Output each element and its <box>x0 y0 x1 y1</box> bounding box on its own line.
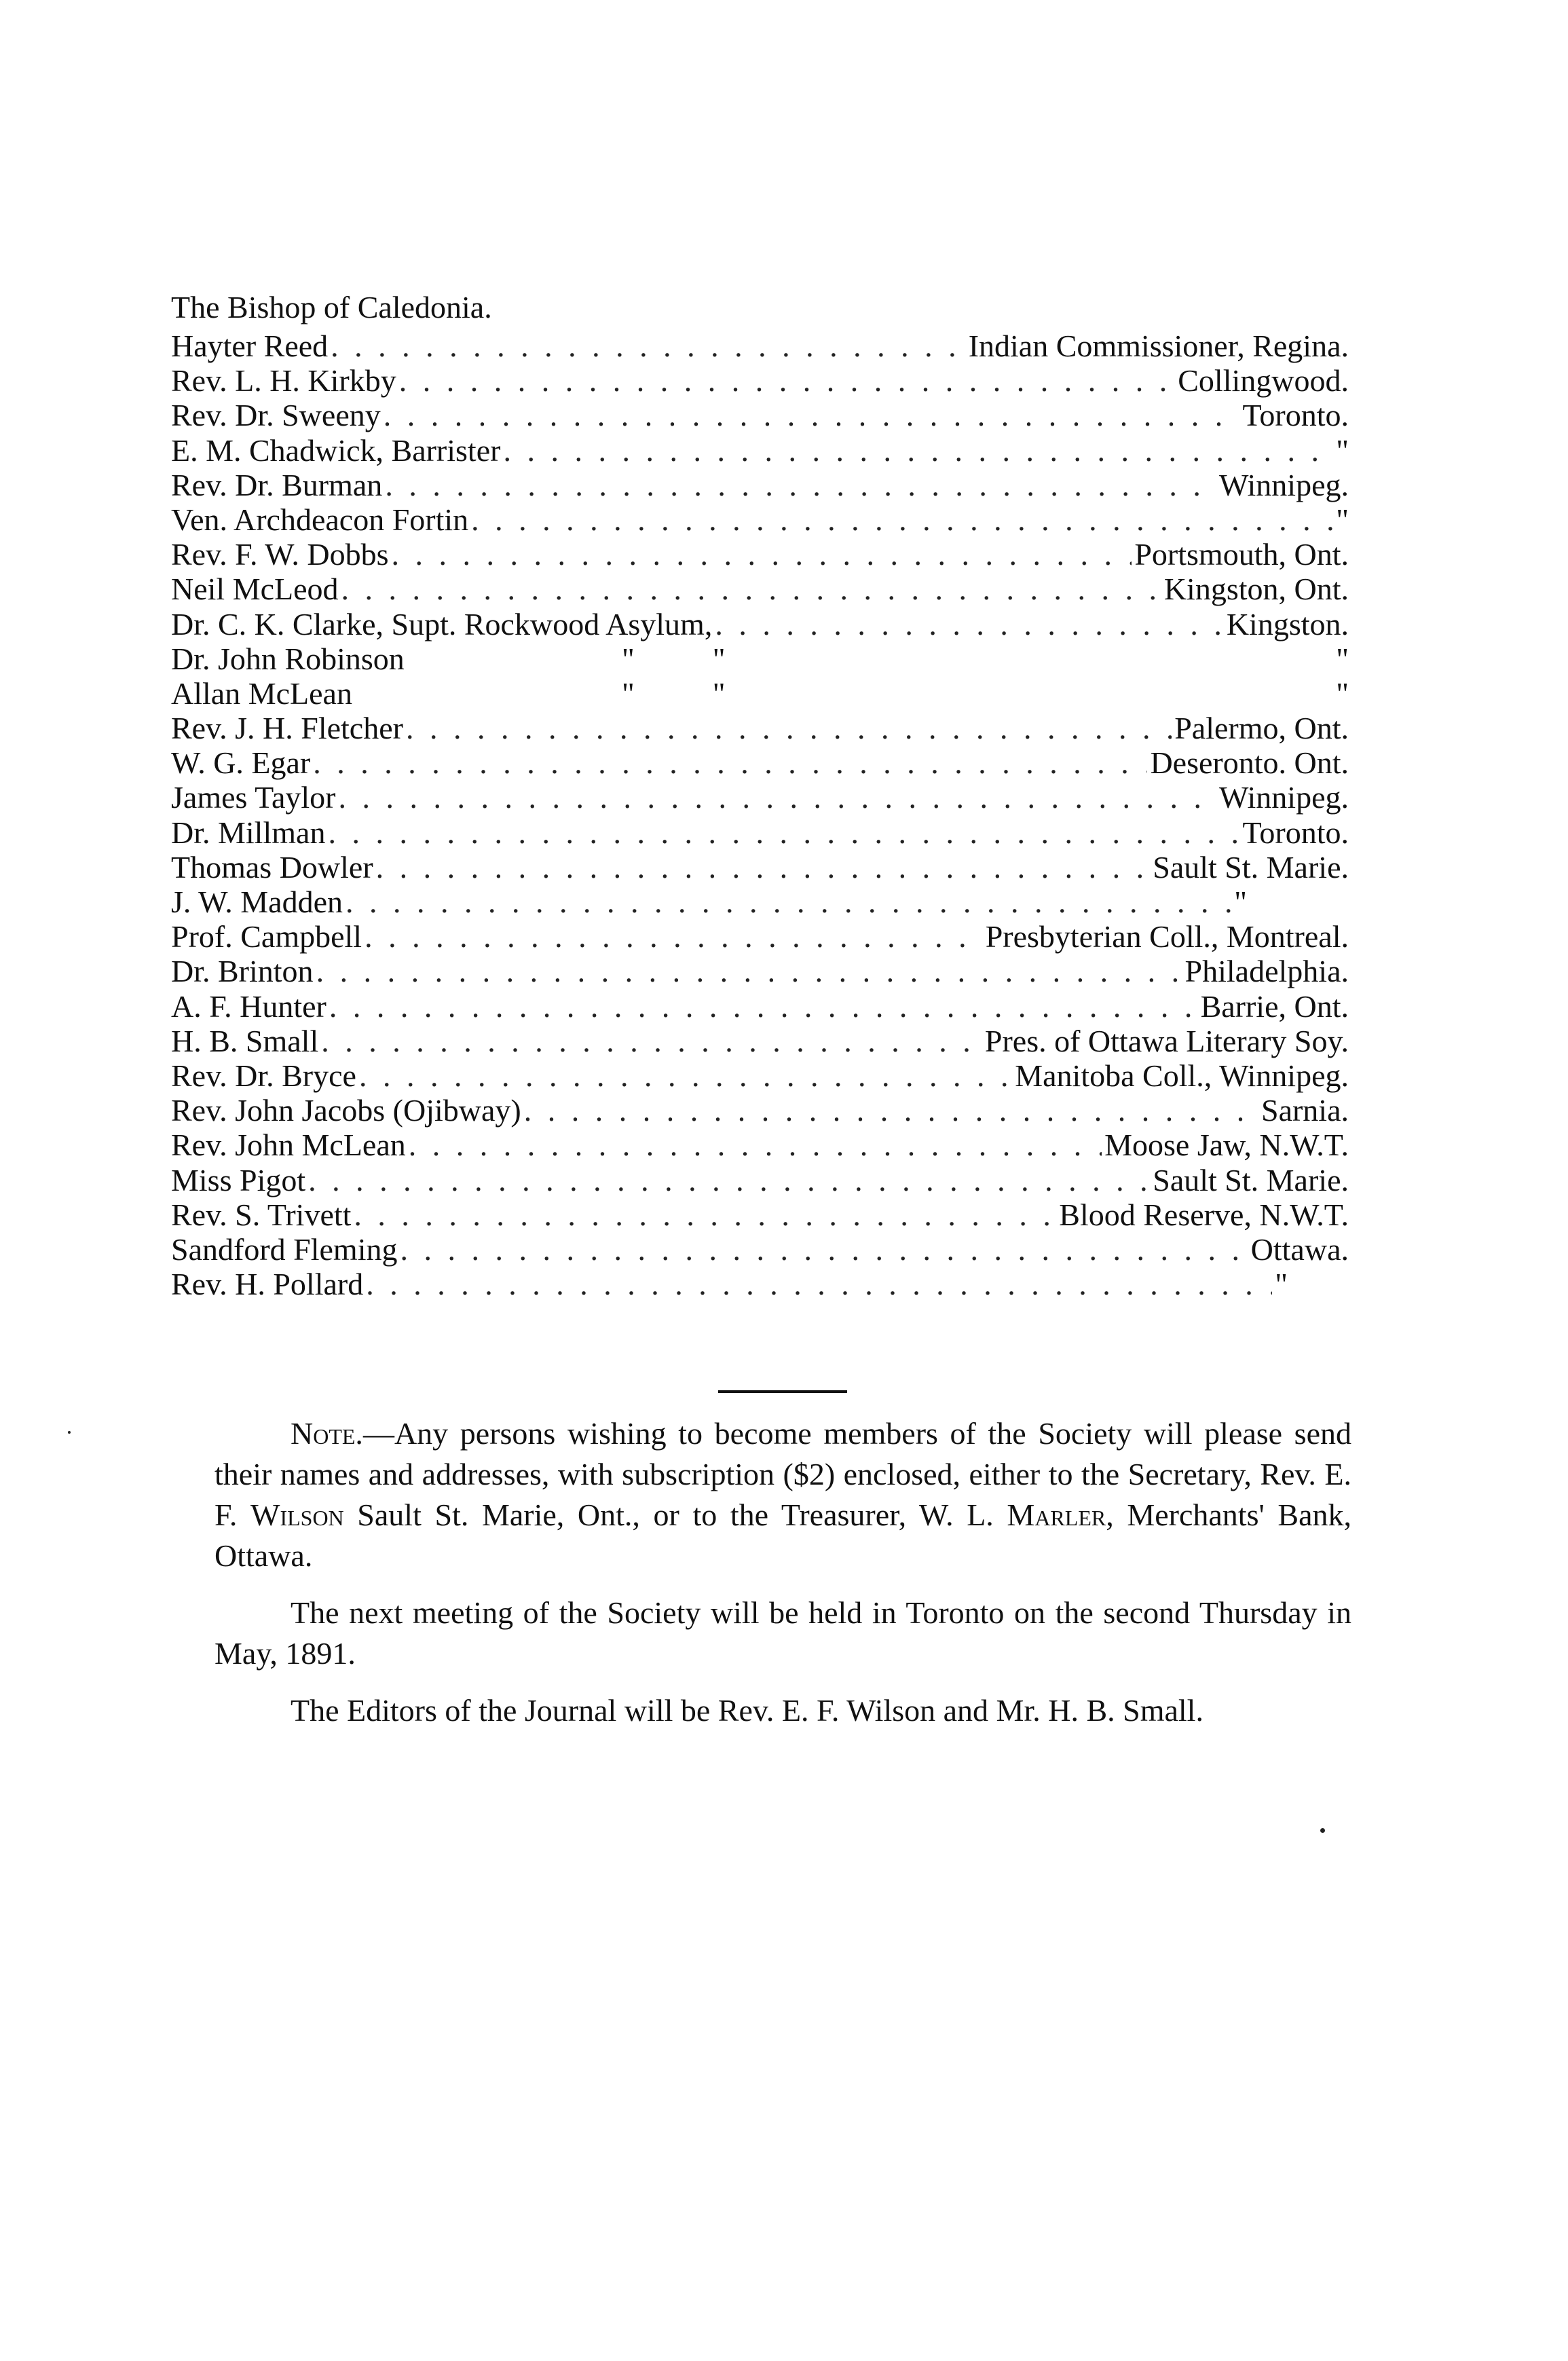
member-name: Allan McLean <box>171 675 352 711</box>
member-place: Indian Commissioner, Regina. <box>968 329 1349 363</box>
dot-leader <box>384 398 1240 432</box>
member-name: Neil McLeod <box>171 572 339 607</box>
member-name: Thomas Dowler <box>171 849 373 885</box>
dot-leader <box>399 363 1176 398</box>
member-name: Rev. F. W. Dobbs <box>171 537 389 572</box>
member-place: " <box>1336 641 1349 676</box>
member-name: Rev. L. H. Kirkby <box>171 363 396 398</box>
member-place: Kingston. <box>1226 606 1349 642</box>
member-name: Rev. John Jacobs (Ojibway) <box>171 1093 521 1128</box>
membership-note <box>214 1413 1351 1576</box>
list-item <box>171 398 1349 432</box>
list-item <box>171 329 1349 363</box>
member-name: Rev. John McLean <box>171 1128 406 1163</box>
member-name: E. M. Chadwick, Barrister <box>171 432 501 468</box>
member-name: Dr. Millman <box>171 815 326 850</box>
member-place: Palermo, Ont. <box>1174 711 1349 746</box>
member-list <box>171 329 1349 1301</box>
dot-leader <box>392 537 1132 572</box>
dot-leader <box>366 1267 1272 1301</box>
list-item <box>171 745 1349 780</box>
list-item <box>171 433 1349 468</box>
secretary-name: Wilson <box>250 1498 344 1532</box>
dot-leader <box>359 1058 1012 1093</box>
list-item <box>171 919 1349 954</box>
dot-leader <box>471 502 1333 537</box>
list-item <box>171 676 1349 711</box>
member-name: A. F. Hunter <box>171 988 326 1024</box>
member-place: Moose Jaw, N.W.T. <box>1104 1128 1349 1163</box>
dot-leader <box>385 468 1216 502</box>
member-place: " <box>1336 502 1349 537</box>
list-item <box>171 1197 1349 1232</box>
dot-leader <box>339 780 1216 815</box>
dot-leader <box>376 850 1151 885</box>
dot-leader <box>365 919 983 954</box>
dot-leader <box>328 815 1239 850</box>
member-name: James Taylor <box>171 780 336 815</box>
print-speck <box>68 1431 71 1434</box>
note-text-2: Sault St. Marie, Ont., or to the Treasurer, W. L. <box>343 1498 1007 1532</box>
dot-leader <box>354 1197 1056 1232</box>
member-place: Presbyterian Coll., Montreal. <box>985 919 1349 954</box>
dot-leader <box>400 1232 1248 1267</box>
member-place: Kingston, Ont. <box>1163 572 1349 607</box>
dot-leader <box>524 1093 1258 1128</box>
list-item <box>171 954 1349 988</box>
list-item <box>171 815 1349 850</box>
member-place: " <box>1275 1267 1288 1302</box>
member-name: Hayter Reed <box>171 329 329 363</box>
list-item <box>171 468 1349 502</box>
member-place: Philadelphia. <box>1184 954 1349 989</box>
dot-leader <box>715 607 1223 642</box>
dot-leader <box>316 954 1182 988</box>
member-place: Ottawa. <box>1250 1231 1349 1267</box>
dot-leader <box>313 745 1147 780</box>
member-name: Rev. S. Trivett <box>171 1197 352 1232</box>
member-name: Prof. Campbell <box>171 919 362 954</box>
member-place: Pres. of Ottawa Literary Soy. <box>984 1023 1349 1058</box>
member-place: Barrie, Ont. <box>1200 988 1349 1024</box>
member-place: Collingwood. <box>1178 363 1349 398</box>
member-place: Deseronto. Ont. <box>1150 745 1349 781</box>
notes-section <box>214 1413 1351 1747</box>
member-name: Rev. J. H. Fletcher <box>171 711 403 746</box>
member-name: Miss Pigot <box>171 1162 306 1197</box>
treasurer-name: Marler <box>1007 1498 1106 1532</box>
list-item <box>171 1232 1349 1267</box>
member-name: Ven. Archdeacon Fortin <box>171 502 469 537</box>
list-item <box>171 607 1349 642</box>
ditto-marks: " " <box>622 675 726 711</box>
list-item <box>171 363 1349 398</box>
meeting-note: The next meeting of the Society will be held in Toronto on the second Thursday in May, 1891. <box>214 1595 1351 1671</box>
list-item <box>171 850 1349 885</box>
list-item <box>171 642 1349 676</box>
note-label: Note. <box>291 1416 363 1451</box>
list-item <box>171 989 1349 1024</box>
dot-leader <box>346 885 1231 919</box>
list-item <box>171 572 1349 606</box>
member-name: Dr. Brinton <box>171 954 314 989</box>
member-place: Winnipeg. <box>1218 467 1349 502</box>
member-name: H. B. Small <box>171 1023 319 1058</box>
list-item <box>171 502 1349 537</box>
dot-leader <box>329 989 1198 1024</box>
member-name: Rev. H. Pollard <box>171 1267 364 1302</box>
list-item <box>171 1163 1349 1197</box>
member-place: Blood Reserve, N.W.T. <box>1059 1197 1349 1232</box>
member-place: Portsmouth, Ont. <box>1134 537 1349 572</box>
print-speck <box>1320 1828 1325 1833</box>
member-name: Rev. Dr. Burman <box>171 467 383 502</box>
member-place: Winnipeg. <box>1218 780 1349 815</box>
member-name: Sandford Fleming <box>171 1231 398 1267</box>
member-place: Toronto. <box>1242 398 1349 433</box>
list-item <box>171 780 1349 815</box>
note-text-3: , Merchants' Bank, Ottawa. <box>214 1498 1351 1573</box>
member-name: Dr. John Robinson <box>171 641 405 676</box>
list-item <box>171 1128 1349 1162</box>
list-item <box>171 1024 1349 1058</box>
member-name: Rev. Dr. Sweeny <box>171 398 381 433</box>
member-place: Sault St. Marie. <box>1153 1162 1349 1197</box>
ditto-marks: " " <box>622 641 726 676</box>
list-item <box>171 1267 1349 1301</box>
list-item <box>171 1093 1349 1128</box>
list-heading: The Bishop of Caledonia. <box>171 290 492 324</box>
member-place: Sault St. Marie. <box>1153 849 1349 885</box>
member-place: Sarnia. <box>1261 1093 1349 1128</box>
dot-leader <box>409 1128 1102 1162</box>
dot-leader <box>503 433 1333 468</box>
editors-note: The Editors of the Journal will be Rev. E. F. Wilson and Mr. H. B. Small. <box>291 1693 1203 1728</box>
dot-leader <box>331 329 966 363</box>
member-name: Rev. Dr. Bryce <box>171 1058 356 1093</box>
member-place: " <box>1336 432 1349 468</box>
list-item <box>171 885 1349 919</box>
dot-leader <box>308 1163 1150 1197</box>
list-item <box>171 537 1349 572</box>
section-divider <box>718 1390 847 1393</box>
dot-leader <box>321 1024 982 1058</box>
member-name: W. G. Egar <box>171 745 311 781</box>
member-name: Dr. C. K. Clarke, Supt. Rockwood Asylum, <box>171 606 713 642</box>
member-place: Toronto. <box>1242 815 1349 850</box>
member-name: J. W. Madden <box>171 885 343 919</box>
note-text-1: —Any persons wishing to become members of the Society will please send their names and addresses, with subscription ($2) enclosed, either to the Secretary, Rev. E. F. <box>214 1416 1351 1532</box>
member-place: Manitoba Coll., Winnipeg. <box>1015 1058 1349 1093</box>
list-item <box>171 1058 1349 1093</box>
dot-leader <box>341 572 1161 606</box>
member-place: " <box>1234 885 1247 919</box>
list-item <box>171 711 1349 745</box>
member-place: " <box>1336 675 1349 711</box>
dot-leader <box>406 711 1172 745</box>
